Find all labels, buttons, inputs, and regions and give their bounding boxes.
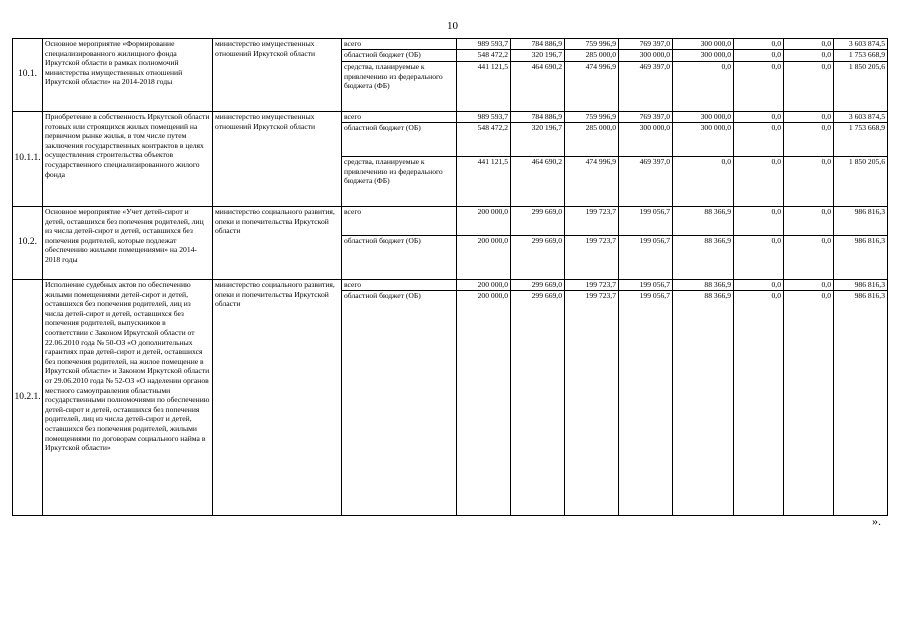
total-cell: 986 816,3 xyxy=(834,207,888,236)
value-cell: 474 996,9 xyxy=(565,157,619,207)
funding-source: всего xyxy=(342,39,457,50)
value-cell: 299 669,0 xyxy=(511,236,565,280)
value-cell: 299 669,0 xyxy=(511,207,565,236)
table-row xyxy=(13,280,888,291)
value-cell: 200 000,0 xyxy=(457,280,511,291)
value-cell: 0,0 xyxy=(784,62,834,112)
funding-source: средства, планируемые к привлечению из федерального бюджета (ФБ) xyxy=(342,157,457,207)
measure-name: Основное мероприятие «Формирование специализированного жилищного фонда Иркутской области в рамках полномочий министерства имущественных отношений Иркутской области» на 2014-2018 годы xyxy=(43,39,213,112)
value-cell: 300 000,0 xyxy=(673,112,734,123)
value-cell: 300 000,0 xyxy=(619,50,673,62)
value-cell: 464 690,2 xyxy=(511,62,565,112)
funding-source: средства, планируемые к привлечению из федерального бюджета (ФБ) xyxy=(342,62,457,112)
value-cell: 0,0 xyxy=(784,39,834,50)
funding-table xyxy=(12,38,888,516)
value-cell: 299 669,0 xyxy=(511,280,565,291)
value-cell: 0,0 xyxy=(784,112,834,123)
executor: министерство имущественных отношений Иркутской области xyxy=(213,112,342,207)
value-cell: 769 397,0 xyxy=(619,112,673,123)
section-code: 10.2. xyxy=(13,207,43,280)
value-cell: 0,0 xyxy=(734,39,784,50)
value-cell: 199 723,7 xyxy=(565,236,619,280)
value-cell: 769 397,0 xyxy=(619,39,673,50)
value-cell: 989 593,7 xyxy=(457,39,511,50)
total-cell: 1 753 668,9 xyxy=(834,50,888,62)
funding-source: областной бюджет (ОБ) xyxy=(342,236,457,280)
total-cell: 986 816,3 xyxy=(834,280,888,291)
total-cell: 3 603 874,5 xyxy=(834,39,888,50)
value-cell: 0,0 xyxy=(784,236,834,280)
value-cell: 200 000,0 xyxy=(457,291,511,516)
value-cell: 0,0 xyxy=(734,280,784,291)
value-cell: 0,0 xyxy=(784,207,834,236)
value-cell: 0,0 xyxy=(734,123,784,157)
value-cell: 0,0 xyxy=(734,291,784,516)
value-cell: 300 000,0 xyxy=(673,123,734,157)
page-number: 10 xyxy=(447,20,458,32)
value-cell: 0,0 xyxy=(673,62,734,112)
value-cell: 88 366,9 xyxy=(673,291,734,516)
executor: министерство социального развития, опеки и попечительства Иркутской области xyxy=(213,280,342,516)
funding-source: всего xyxy=(342,112,457,123)
value-cell: 784 886,9 xyxy=(511,39,565,50)
value-cell: 320 196,7 xyxy=(511,50,565,62)
total-cell: 1 753 668,9 xyxy=(834,123,888,157)
table-row xyxy=(13,39,888,50)
funding-source: областной бюджет (ОБ) xyxy=(342,291,457,516)
value-cell: 0,0 xyxy=(734,157,784,207)
value-cell: 441 121,5 xyxy=(457,62,511,112)
value-cell: 299 669,0 xyxy=(511,291,565,516)
value-cell: 199 723,7 xyxy=(565,280,619,291)
value-cell: 469 397,0 xyxy=(619,157,673,207)
funding-source: всего xyxy=(342,280,457,291)
value-cell: 759 996,9 xyxy=(565,39,619,50)
total-cell: 1 850 205,6 xyxy=(834,62,888,112)
value-cell: 0,0 xyxy=(784,123,834,157)
measure-name: Основное мероприятие «Учет детей-сирот и детей, оставшихся без попечения родителей, лиц из числа детей-сирот и детей, оставшихся без попечения родителей, которые подлежат обеспечению жилыми помещениями» на 2014-2018 годы xyxy=(43,207,213,280)
value-cell: 0,0 xyxy=(734,62,784,112)
value-cell: 199 056,7 xyxy=(619,236,673,280)
executor: министерство имущественных отношений Иркутской области xyxy=(213,39,342,112)
section-code: 10.2.1. xyxy=(13,280,43,516)
table-row xyxy=(13,112,888,123)
value-cell: 784 886,9 xyxy=(511,112,565,123)
value-cell: 989 593,7 xyxy=(457,112,511,123)
value-cell: 441 121,5 xyxy=(457,157,511,207)
value-cell: 300 000,0 xyxy=(673,39,734,50)
value-cell: 469 397,0 xyxy=(619,62,673,112)
value-cell: 548 472,2 xyxy=(457,50,511,62)
value-cell: 320 196,7 xyxy=(511,123,565,157)
section-code: 10.1. xyxy=(13,39,43,112)
value-cell: 200 000,0 xyxy=(457,207,511,236)
value-cell: 0,0 xyxy=(784,50,834,62)
value-cell: 199 723,7 xyxy=(565,207,619,236)
value-cell: 88 366,9 xyxy=(673,236,734,280)
total-cell: 3 603 874,5 xyxy=(834,112,888,123)
total-cell: 986 816,3 xyxy=(834,236,888,280)
value-cell: 0,0 xyxy=(673,157,734,207)
value-cell: 474 996,9 xyxy=(565,62,619,112)
value-cell: 88 366,9 xyxy=(673,280,734,291)
value-cell: 464 690,2 xyxy=(511,157,565,207)
value-cell: 0,0 xyxy=(784,280,834,291)
funding-source: областной бюджет (ОБ) xyxy=(342,50,457,62)
value-cell: 548 472,2 xyxy=(457,123,511,157)
measure-name: Приобретение в собственность Иркутской области готовых или строящихся жилых помещений на первичном рынке жилья, в том числе путем заключения государственных контрактов в целях осуществления строительства объектов государственного специализированного жилого фонда xyxy=(43,112,213,207)
value-cell: 300 000,0 xyxy=(619,123,673,157)
value-cell: 0,0 xyxy=(734,112,784,123)
value-cell: 0,0 xyxy=(734,50,784,62)
value-cell: 199 056,7 xyxy=(619,291,673,516)
value-cell: 285 000,0 xyxy=(565,50,619,62)
value-cell: 199 723,7 xyxy=(565,291,619,516)
value-cell: 285 000,0 xyxy=(565,123,619,157)
value-cell: 0,0 xyxy=(734,207,784,236)
funding-source: областной бюджет (ОБ) xyxy=(342,123,457,157)
section-code: 10.1.1. xyxy=(13,112,43,207)
value-cell: 300 000,0 xyxy=(673,50,734,62)
value-cell: 88 366,9 xyxy=(673,207,734,236)
closing-quote-mark: ». xyxy=(872,514,881,528)
value-cell: 200 000,0 xyxy=(457,236,511,280)
executor: министерство социального развития, опеки и попечительства Иркутской области xyxy=(213,207,342,280)
total-cell: 1 850 205,6 xyxy=(834,157,888,207)
total-cell: 986 816,3 xyxy=(834,291,888,516)
value-cell: 0,0 xyxy=(784,291,834,516)
value-cell: 759 996,9 xyxy=(565,112,619,123)
value-cell: 199 056,7 xyxy=(619,280,673,291)
funding-source: всего xyxy=(342,207,457,236)
value-cell: 0,0 xyxy=(734,236,784,280)
measure-name: Исполнение судебных актов по обеспечению жилыми помещениями детей-сирот и детей, оставшихся без попечения родителей, лиц из числа детей-сирот и детей, оставшихся без попечения родителей, выпускников в соответствии с Законом Иркутской области от 22.06.2010 года № 50-ОЗ «О дополнительных гарантиях прав детей-сирот и детей, оставшихся без попечения родителей, на жилое помещение в Иркутской области» и Законом Иркутской области от 29.06.2010 года № 52-ОЗ «О наделении органов местного самоуправления областными государственными полномочиями по обеспечению детей-сирот и детей, оставшихся без попечения родителей, лиц из числа детей-сирот и детей, оставшихся без попечения родителей, жилыми помещениями по договорам социального найма в Иркутской области» xyxy=(43,280,213,516)
table-row xyxy=(13,207,888,236)
value-cell: 0,0 xyxy=(784,157,834,207)
value-cell: 199 056,7 xyxy=(619,207,673,236)
